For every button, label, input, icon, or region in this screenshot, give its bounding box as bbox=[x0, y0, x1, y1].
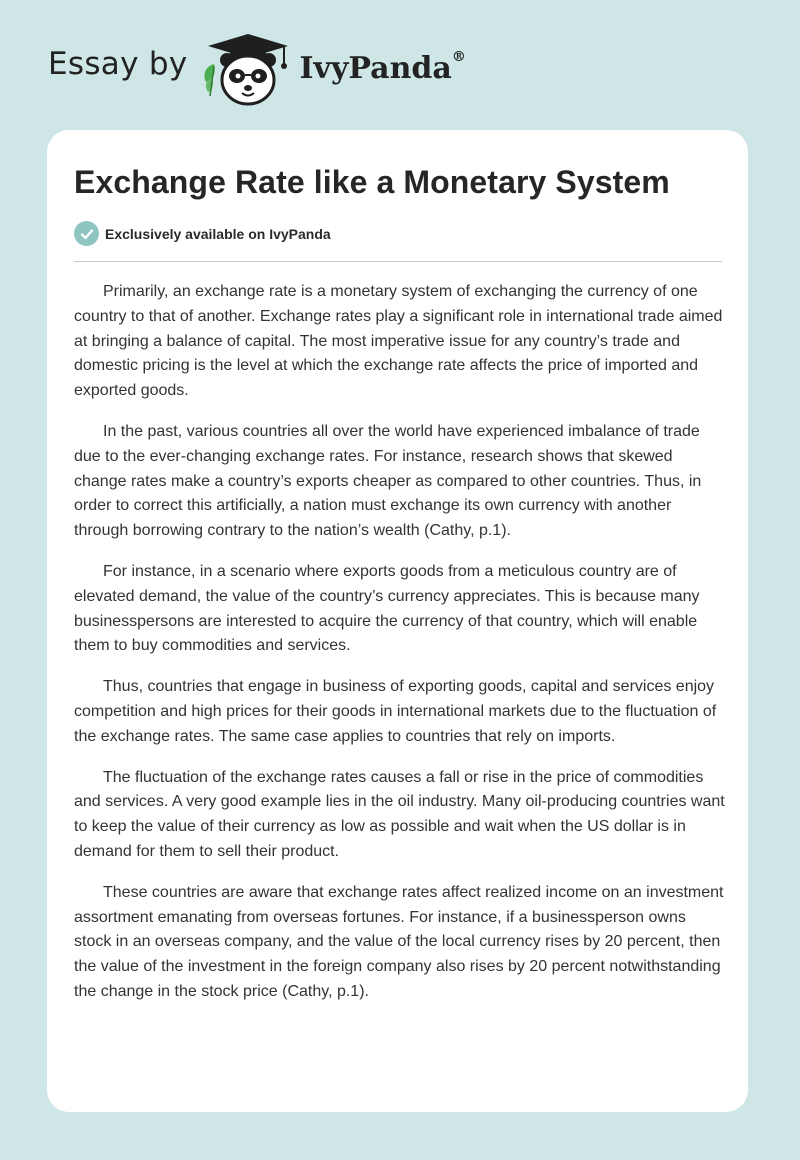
essay-card bbox=[47, 130, 748, 1112]
brand-name[interactable] bbox=[299, 48, 466, 86]
exclusive-badge bbox=[74, 221, 331, 246]
checkmark-icon bbox=[74, 221, 99, 246]
paragraph: Thus, countries that engage in business of exporting goods, capital and services enjoy competition and high prices for their goods in international markets due to the fluctuation of the exchange rates. The same case applies to countries that rely on imports. bbox=[74, 678, 717, 745]
paragraph: The fluctuation of the exchange rates causes a fall or rise in the price of commodities and services. A very good example lies in the oil industry. Many oil-producing countries want to keep the value of their currency as low as possible and wait when the US dollar is in demand for them to sell their product. bbox=[74, 768, 725, 860]
paragraph: In the past, various countries all over the world have experienced imbalance of trade due to the ever-changing exchange rates. For instance, research shows that skewed change rates make a country’s exports cheaper as compared to other countries. Thus, in order to correct this artificially, a nation must exchange its own currency with another through borrowing contrary to the nation’s wealth (Cathy, p.1). bbox=[74, 422, 702, 540]
essay-body bbox=[74, 280, 726, 1021]
paragraph: Primarily, an exchange rate is a monetary system of exchanging the currency of one country to that of another. Exchange rates play a significant role in international trade aimed at bringing a balance of capital. The most imperative issue for any country’s trade and domestic pricing is the level at which the exchange rate affects the price of imported and exported goods. bbox=[74, 283, 723, 400]
site-header bbox=[48, 30, 466, 110]
essay-by-label: Essay by bbox=[48, 46, 188, 82]
paragraph: These countries are aware that exchange rates affect realized income on an investment assortment emanating from overseas fortunes. For instance, if a businessperson owns stock in an overseas company, and the value of the local currency rises by 20 percent, then the value of the investment in the foreign company also rises by 20 percent notwithstanding the change in the stock price (Cathy, p.1). bbox=[74, 883, 724, 1000]
badge-label: Exclusively available on IvyPanda bbox=[105, 225, 331, 242]
divider bbox=[74, 261, 722, 262]
page-title: Exchange Rate like a Monetary System bbox=[74, 164, 670, 200]
paragraph: For instance, in a scenario where exports goods from a meticulous country are of elevated demand, the value of the country’s currency appreciates. This is because many businesspersons are interested to acquire the currency of that country, which will enable them to buy commodities and services. bbox=[74, 562, 700, 655]
brand-text: IvyPanda bbox=[299, 50, 452, 86]
registered-mark: ® bbox=[451, 48, 466, 65]
panda-graduate-logo-icon[interactable] bbox=[200, 30, 296, 110]
